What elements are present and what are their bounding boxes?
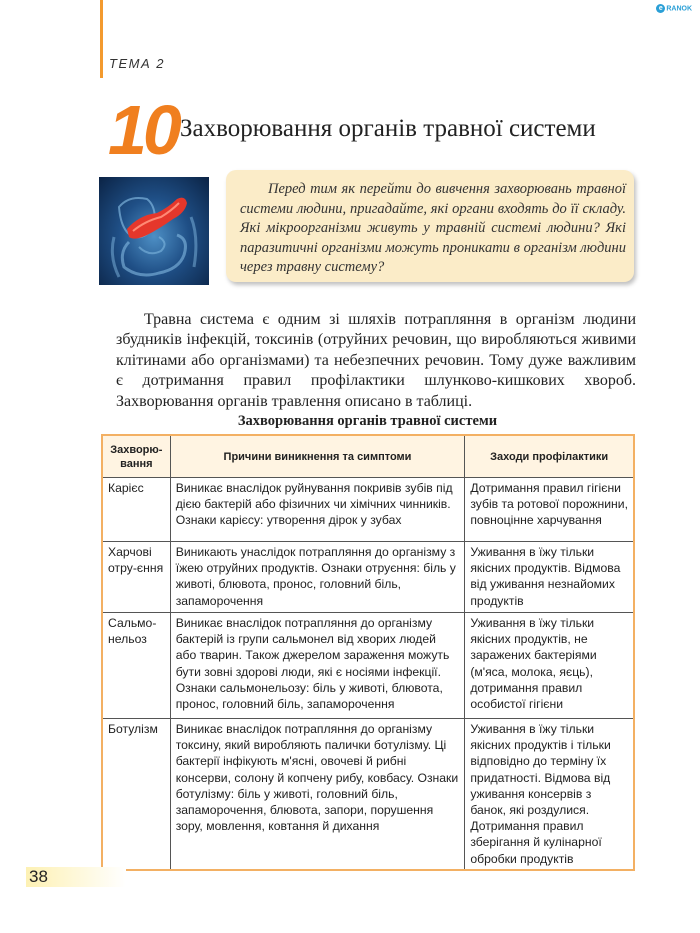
publisher-logo	[656, 4, 692, 13]
disease-name: Карієс	[102, 478, 170, 542]
table-row	[102, 542, 634, 613]
column-header-prevention: Заходи профілактики	[465, 435, 634, 478]
disease-name: Сальмо-нельоз	[102, 613, 170, 719]
disease-name: Ботулізм	[102, 719, 170, 870]
disease-causes: Виникає внаслідок руйнування покривів зубів під дією бактерій або фізичних чи хімічних чинників. Ознаки карієсу: утворення дірок у зубах	[170, 478, 465, 542]
disease-name: Харчові отру-єння	[102, 542, 170, 613]
table-header-row	[102, 435, 634, 478]
diseases-table	[101, 434, 635, 871]
table-row	[102, 719, 634, 870]
table-row	[102, 613, 634, 719]
table-caption: Захворювання органів травної системи	[237, 413, 498, 429]
publisher-name: RANOK	[666, 5, 692, 13]
page-number: 38	[29, 867, 48, 886]
digestive-organs-image	[99, 177, 209, 285]
disease-causes: Виникає внаслідок потрапляння до організму бактерій із групи сальмонел від хворих людей або тварин. Також джерелом зараження можуть бути зовні здорові люди, які є носіями інфекції. Ознаки сальмонельозу: біль у животі, блювота, пронос, головний біль, запаморочення	[170, 613, 465, 719]
column-header-disease: Захворю-вання	[102, 435, 170, 478]
topic-label: ТЕМА 2	[109, 56, 165, 71]
disease-prevention: Уживання в їжу тільки якісних продуктів, не заражених бактеріями (м'яса, молока, яєць), дотримання правил особистої гігієни	[465, 613, 634, 719]
disease-prevention: Уживання в їжу тільки якісних продуктів. Відмова від уживання незнайомих продуктів	[465, 542, 634, 613]
disease-prevention: Уживання в їжу тільки якісних продуктів і тільки відповідно до терміну їх придатності. Відмова від уживання консервів з банок, які роздулися. Дотримання правил зберігання й кулінарної обробки продуктів	[465, 719, 634, 870]
disease-causes: Виникають унаслідок потрапляння до організму з їжею отруйних продуктів. Ознаки отруєння: біль у животі, блювота, пронос, головний біль, запаморочення	[170, 542, 465, 613]
lesson-number: 10	[108, 91, 178, 169]
intro-paragraph: Травна система є одним зі шляхів потрапляння в організм людини збудників інфекцій, токсинів (отруйних речовин, що виробляються живими клітинами або організмами) та небезпечних речовин. Тому дуже важливим є дотримання правил профілактики шлунково-кишкових хвороб. Захворювання органів травлення описано в таблиці.	[116, 311, 636, 410]
callout-question-text: Перед тим як перейти до вивчення захворювань травної системи людини, пригадайте, які органи входять до її складу. Які мікроорганізми живуть у травній системі людини? Які паразитичні організми можуть проникати в організм людини через травну систему?	[240, 181, 626, 275]
disease-causes: Виникає внаслідок потрапляння до організму токсину, який виробляють палички ботулізму. Ці бактерії інфікують м'ясні, овочеві й рибні консерви, солону й копчену рибу, ковбасу. Ознаки ботулізму: біль у животі, головний біль, запаморочення, блювота, запори, порушення зору, мовлення, ковтання й дихання	[170, 719, 465, 870]
logo-icon: e	[656, 4, 665, 13]
pancreas-illustration	[99, 177, 209, 285]
lesson-title: Захворювання органів травної системи	[180, 115, 596, 142]
column-header-causes: Причини виникнення та симптоми	[170, 435, 465, 478]
accent-vertical-line	[100, 0, 103, 78]
disease-prevention: Дотримання правил гігієни зубів та ротової порожнини, повноцінне харчування	[465, 478, 634, 542]
table-row	[102, 478, 634, 542]
